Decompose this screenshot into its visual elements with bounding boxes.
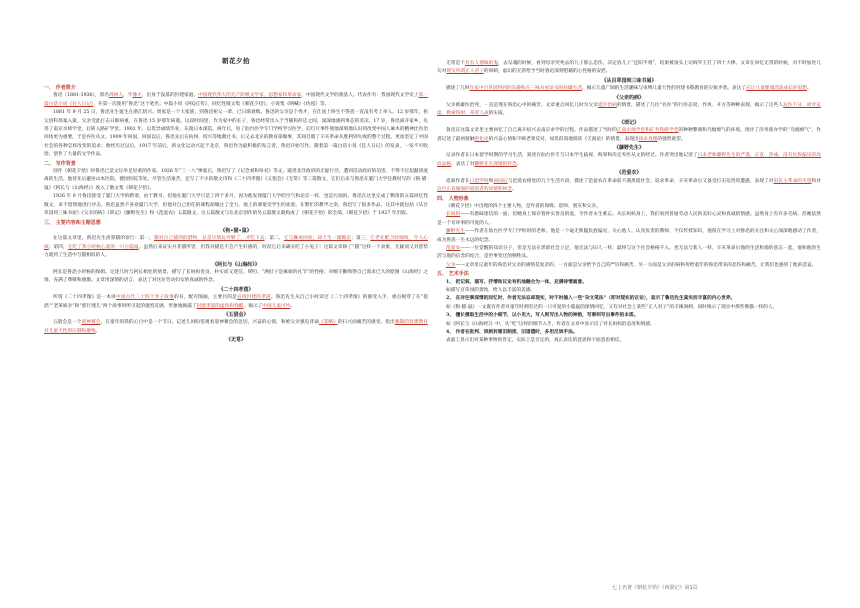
art-example: 表面上显示出对某种事物的肯定，实际上是否定的，真正表达的意思和字面意思相反。: [446, 338, 625, 344]
text: 的讽刺，虚幻的无常给予当时鲁迅深刻慰藉的心性格的安慰。: [483, 69, 611, 75]
text: 五猖会是一个: [53, 320, 82, 326]
highlight: 具有人情味的鬼: [464, 61, 499, 66]
paragraph-chapter-summary: [44, 235, 428, 260]
text: 和对: [811, 178, 821, 184]
highlight: 封建孝道的虚伪和残酷: [196, 303, 244, 309]
paragraph-background-2: 1926 年 9 月鲁迅接受了厦门大学的聘请。由于教书，但他在厦门大学只是了四个多月，因为他发现厦门大学的空气和北京一样，也是污浊的。鲁迅在这里完成了剩余的五篇回忆性散文，来不留情地进行评击。鲁迅虽然不喜欢厦门大学，但他对自己担任的课程却倾注了全力，他上的课很受学生的欢迎。在繁忙的教学之余，鲁迅写了很多作品，这其中就包括《从百草园到三味书屋》《父亲的病》《琐记》《藤野先生》和《范爱农》五篇散文。这五篇散文与在北京创作的另五篇散文就构成了《朝花夕拾》的全部。《朝花夕拾》于 1927 年出版。: [44, 194, 428, 217]
highlight: 范爱农: [446, 245, 461, 251]
highlight: 现实所谓正人君子: [446, 69, 484, 75]
text: 。: [290, 303, 296, 309]
text: 的兴奋心情和不顾老辈反对，如饥似渴地阅读《天演论》的情景，表现出: [488, 136, 639, 142]
highlight: 进化论: [474, 136, 489, 142]
highlight: 迎神赛会: [81, 320, 101, 326]
text: 。: [95, 328, 101, 334]
chapter-heading: 《藤野先生》: [613, 145, 644, 152]
text: 的强烈欲望。: [657, 136, 686, 142]
text: 的扫兴而痛苦的感受，指出: [337, 320, 395, 326]
text: 。虽然后来证实并非猫所害，但我对猫是不会产生好感的，何况它后来确实吃了小兔子！这篇文章除了“猫”这样一个表象，无疑而又对恶势力就到了生活中与猫相似的人。: [44, 244, 428, 259]
chapter-heading: 《范爱农》: [616, 170, 642, 177]
highlight: 长妈妈: [446, 212, 461, 218]
highlight: 豫才: [132, 93, 142, 99]
text: 的情景，描述了几位“名医”的行医态度、作风、开方等种种表现，揭示了这些人: [616, 103, 784, 109]
paragraph-chapter-summary: 阿长是鲁迅小时候的保姆。记述儿时与阿长相处的情景，描写了长妈妈善良、朴实而又迷信、唠叨、“满肚子是麻烦的礼节”的性格；对她辛勤购得自己渴求已久的绘图《山海经》之情，充满了尊敬和感激。文章用深情的语言，表达了对这位劳动妇女的真诚的怀念。: [44, 269, 428, 284]
text: 鲁迅在这篇文章里主要回忆了自己离开绍兴去南京求学的过程。作品描述了当时的: [446, 128, 617, 134]
art-example: 如描写百草园的景致，给人以丰富的美感。: [446, 287, 536, 293]
highlight: 《鉴略》: [318, 320, 338, 326]
highlight: 它与狮虎同族，却天生一副媚态: [283, 236, 352, 242]
text: 无常是个: [446, 61, 465, 66]
art-point: 1、 把记叙、描写、抒情和议论有机地融合为一体，充满诗情画意。: [446, 279, 587, 285]
chapter-heading: 《从百草园到三味书屋》: [601, 77, 657, 84]
art-point: 4、 作者在批判、讽刺封建旧制度、旧道德时，多用反讽手法。: [446, 330, 578, 335]
highlight: 延医治病: [597, 103, 617, 109]
paragraph-chapter-summary: [437, 127, 821, 144]
text: ；第四，: [48, 244, 68, 250]
highlight: 强制的封建教育对儿童天性的压制和摧残: [44, 320, 428, 334]
art-example: 如《阿长与《山海经》》中，从“吃”这样的细节入手，作者在文章中显示出了对长妈妈的态度和情感。: [446, 321, 655, 327]
page-footer: 七上名著《朝花夕拾》《西游记》第1页: [612, 585, 698, 591]
text: 所谓《二十四孝图》是一本讲: [53, 295, 116, 301]
text: ；第二，: [264, 236, 284, 242]
paragraph-characters-intro: 《朝花夕拾》中出现的四个主要人物，是作者的保姆、恩师、朋友和父亲。: [446, 203, 601, 209]
text: 记录作者在日本留学时期的学习生活，叙述在仙台医专与日本学生歧视、侮辱和决定弃医从文的经过。作者突出地记述了: [446, 153, 698, 159]
paragraph-character: [437, 211, 821, 228]
chapter-heading: 《琐记》: [618, 119, 639, 126]
text: 的种种弊端和乌烟瘴气的环境，批评了洋务派办学的“乌烟瘴气”，作者记述了最初接触: [437, 128, 821, 142]
text: 父亲被庸医治死，一直是埋在鲁迅心中的痛苦。文章重点回忆几时为父亲: [446, 103, 598, 109]
text: 。: [807, 86, 812, 92]
paragraph-chapter-summary: [437, 102, 821, 119]
highlight: 中国古代二十四个孝子故事: [115, 295, 174, 301]
text: ，在童年的我的心目中是一个节日。记述儿时盼望观看迎神赛会的急切，兴奋的心情，和被父亲强迫背诵: [100, 320, 319, 326]
text: ——作者在仙台医学专门学校时的老师。他是一个毫无狭隘民族偏见、关心他人、认真负责的教师，不仅传授知识，他很在学习上对鲁迅的关注和关心深深地感动了作者，成为鲁迅一生永远的纪念。: [437, 229, 821, 243]
text: 。: [516, 161, 522, 167]
text: ，去勾魂的时候，看到母亲哭死去的儿子那么悲伤，决定放儿子“还阳半刻”，结果被顶头上司阎罗王打了四十大棒。文章在回忆无常的时候，对不时加进几句对: [437, 61, 821, 75]
chapter-heading: 《五猖会》: [223, 311, 249, 318]
text: ，出身于没落的封建家庭。: [141, 93, 199, 99]
paragraph-chapter-summary: [437, 60, 821, 77]
chapter-heading: 《二十四孝图》: [218, 286, 254, 293]
text: 在这篇文章里，鲁迅先生清算猫的罪行：第一，: [53, 236, 154, 242]
paragraph-author-intro: [44, 92, 428, 109]
highlight: 江南水师学堂和矿务铁路学堂: [616, 128, 679, 134]
chapter-heading: 《无常》: [225, 337, 246, 344]
art-example: 如《狗·猫·鼠》一文既有作者对童年时拥有过的一只可爱的小隐鼠的深情回忆，又有对社会上某些“正人君子”的辛辣讽刺，同时揭示了现实中那些像猫一样的人。: [446, 304, 778, 310]
text: ，揭示了: [243, 303, 263, 309]
art-point: 3、 擅长摄取生活中的小细节，以小见大，写人则写出人物的神韵，写事则写出事件的本质。: [446, 313, 639, 319]
highlight: 第一篇白话小说《狂人日记》: [44, 93, 428, 107]
text: ，中国现代文学的奠基人。代表作有：我国现代文学史上: [301, 93, 419, 99]
text: 鲁迅（1881-1936），原名: [53, 93, 109, 99]
paragraph-chapter-summary: [44, 294, 428, 311]
highlight: 猫对自己捕到的猎物，总是尽情玩弄够了，才吃下去: [153, 236, 265, 242]
left-column: [44, 84, 428, 345]
paragraph-chapter-summary: [437, 85, 821, 93]
paragraph-chapter-summary: [44, 319, 428, 336]
paragraph-character: [437, 262, 821, 270]
highlight: 中国现代伟大的无产阶级文学家、思想家和革命家: [198, 93, 302, 99]
text: 描述了儿时: [446, 86, 470, 92]
text: ，表达了对: [451, 161, 475, 167]
highlight: 藤野先生: [446, 229, 465, 235]
highlight: 宣扬封建的孝道: [236, 295, 271, 301]
right-column: [437, 60, 821, 346]
highlight: 回国后: [493, 178, 508, 184]
paragraph-background-1: 创作《朝花夕拾》时鲁迅已是文坛举足轻重的作家。1926 年“三一八”惨案后，鲁迅写了《记念刘和珍君》等文，谴责北洋政府的无耻行径，遭到反动政府的迫害，不得不过起颠沛流离的生活。他曾先后避居山本医院、德国医院等处。尽管生活艰苦，还写了不少的散文诗和《二十四孝图》《五猖会》《无常》等三篇散文，它们后来与鲁迅在厦门大学任教时写的《狗·猫·鼠》《阿长与《山海经》》收入了散文集《朝花夕拾》。: [44, 169, 428, 191]
section-heading-content: 三、 主要内容和主题思想: [44, 219, 101, 226]
paragraph-author-bio: 1881 年 9 月 25 日，鲁迅先生诞生在浙江绍兴。周家是一个大家族，到鲁迅祖父一辈，已日渐衰败。鲁迅的父亲是个秀才，在仕途上终生不得意一直没有考上举人。12 岁那年，祖父因科场案入狱，父亲受此打击日渐病重，在鲁迅 15 岁那年病逝。这段时间里，作为家中的长子，鲁迅经常出入于当铺和药店之间，深深地感到事态的炎凉。17 岁，鲁迅离开家乡，先进了南京水师学堂，后转入路矿学堂。1902 年，以优异成绩毕业，东渡日本深造。两年后，进了仙台医学专门学校学习医学，幻灯片事件使他深刻地认识到改变中国人麻木的精神比医治肉体更为重要，于是弃医从文。1909 年回国，回国以后，鲁迅先后在杭州、绍兴等地教过书，后又去北京的教育部做事，其间目睹了辛亥革命从胜利到失败的整个过程，更加坚定了中国社会的各种怎样改变的追求；他经历过以后。1917 年前后，新文化运动兴起于北京，鲁迅作为最积极的发言者，鲁迅开始写作。随着第一篇白话小说《狂人日记》的发表，一发不可收拾，创作了大量的文学作品。: [44, 110, 428, 158]
highlight: 探求真理: [638, 136, 658, 142]
text: 追叙作者在: [446, 178, 470, 184]
highlight: 日本老师藤野先生的严谨、正直、热诚、没有民族偏见的高尚品格: [437, 153, 821, 167]
chapter-heading: 《狗•猫•鼠》: [220, 227, 252, 234]
text: ——文章里记童年的鲁迅对父亲的感情是复杂的，一方面是父亲给予自己的严厉和痛苦，另一方面是父亲的病和死给童年的鲁迅带来的悲伤和痛苦。让我们也感到了他的悲哀。: [455, 262, 817, 268]
highlight: 父亲: [446, 262, 456, 268]
text: 与范爱农相处的几个生活片段，描述了范爱农在革命前不满黑暗社会、追求革命，辛亥革命后又备受打击迫害的遭遇，表现了对: [507, 178, 774, 184]
text: ，开第一次使用“鲁迅”这个笔名；中篇小说《阿Q正传》，回忆性散文集《朝花夕拾》，小说集《呐喊》《彷徨》等。: [93, 101, 330, 107]
paragraph-character: [437, 228, 821, 245]
section-heading-author: 一、 作者简介: [44, 85, 76, 91]
highlight: 应让儿童健康活泼成长的思想: [746, 86, 807, 92]
highlight: 在家中百草园得到的乐趣和在三味书屋读书的枯燥生活: [469, 86, 582, 92]
chapter-heading: 《阿长与《山海经》》: [212, 261, 260, 268]
text: ；第三，: [351, 236, 371, 242]
highlight: 它吃了我小时候心爱的一只小隐鼠: [67, 244, 139, 250]
highlight: 周树人: [108, 93, 124, 99]
highlight: 旧民主革命的失望: [773, 178, 812, 184]
text: ，揭示儿童广阔的生活趣味与束缚儿童天性的封建书塾教育的尖锐矛盾。表达了: [581, 86, 747, 92]
chapter-heading: 《父亲的病》: [613, 94, 644, 101]
art-point: 2、 在对往事深情的回忆时，作者无法忘却现实，时不时插入一些“杂文笔法”（即对现实的议论），显示了鲁迅先生真实而丰富的内心世界。: [446, 296, 736, 302]
highlight: 日留学时: [469, 178, 489, 184]
highlight: 这位正直倔强的爱国者的同情和悼念: [437, 187, 513, 193]
paragraph-character: [437, 245, 821, 262]
text: 的书，配有图画，主要目的是: [173, 295, 237, 301]
text: 。鲁迅先生从自己小时读过《二十四孝图》的感受入手，重点揭穿了在“提倡”“老莱娱亲”和“郭巨埋儿”两个故事时所引起的强烈反感，形象地揭露了: [44, 295, 428, 309]
section-heading-background: 二、 写作背景: [44, 160, 76, 167]
highlight: 藤野先生深情的怀念: [474, 161, 517, 167]
paragraph-chapter-summary: [437, 152, 821, 169]
highlight: 中国儿童可怜: [262, 303, 291, 309]
section-heading-art: 五、 艺术手法: [437, 271, 469, 278]
text: 。: [512, 187, 517, 193]
text: 和: [488, 178, 494, 184]
highlight: 玩医不分、故弄玄虚、勒索钱财、草菅人命: [437, 103, 821, 117]
text: ——一位觉醒的知识分子，但是无法在黑暗社会立足，他无法与旧人一样，最终与这个社会格格不入。也无法与新人一样，辛亥革命后他的生活和他的意志一起，他和他的生活与他的信念的结合，是世事变迁的牺牲品。: [437, 245, 821, 260]
paragraph-chapter-summary: [437, 178, 821, 195]
text: ，字: [123, 93, 133, 99]
document-title: 朝花夕拾: [222, 57, 250, 65]
section-heading-characters: 四、 人物形象: [437, 195, 469, 202]
text: ——有愚昧迷信的一面，但她身上保存着朴实善良的爱，令作者永生难忘。从长妈妈身上，我们看到普通劳动人民的美好心灵和真诚的情感。虽然身上有许多毛病，但她依然是一个有坏事的可爱的人。: [437, 212, 821, 226]
text: 的实质。: [488, 111, 508, 117]
highlight: 它老在配合时嗥叫，令人心烦: [44, 236, 428, 250]
